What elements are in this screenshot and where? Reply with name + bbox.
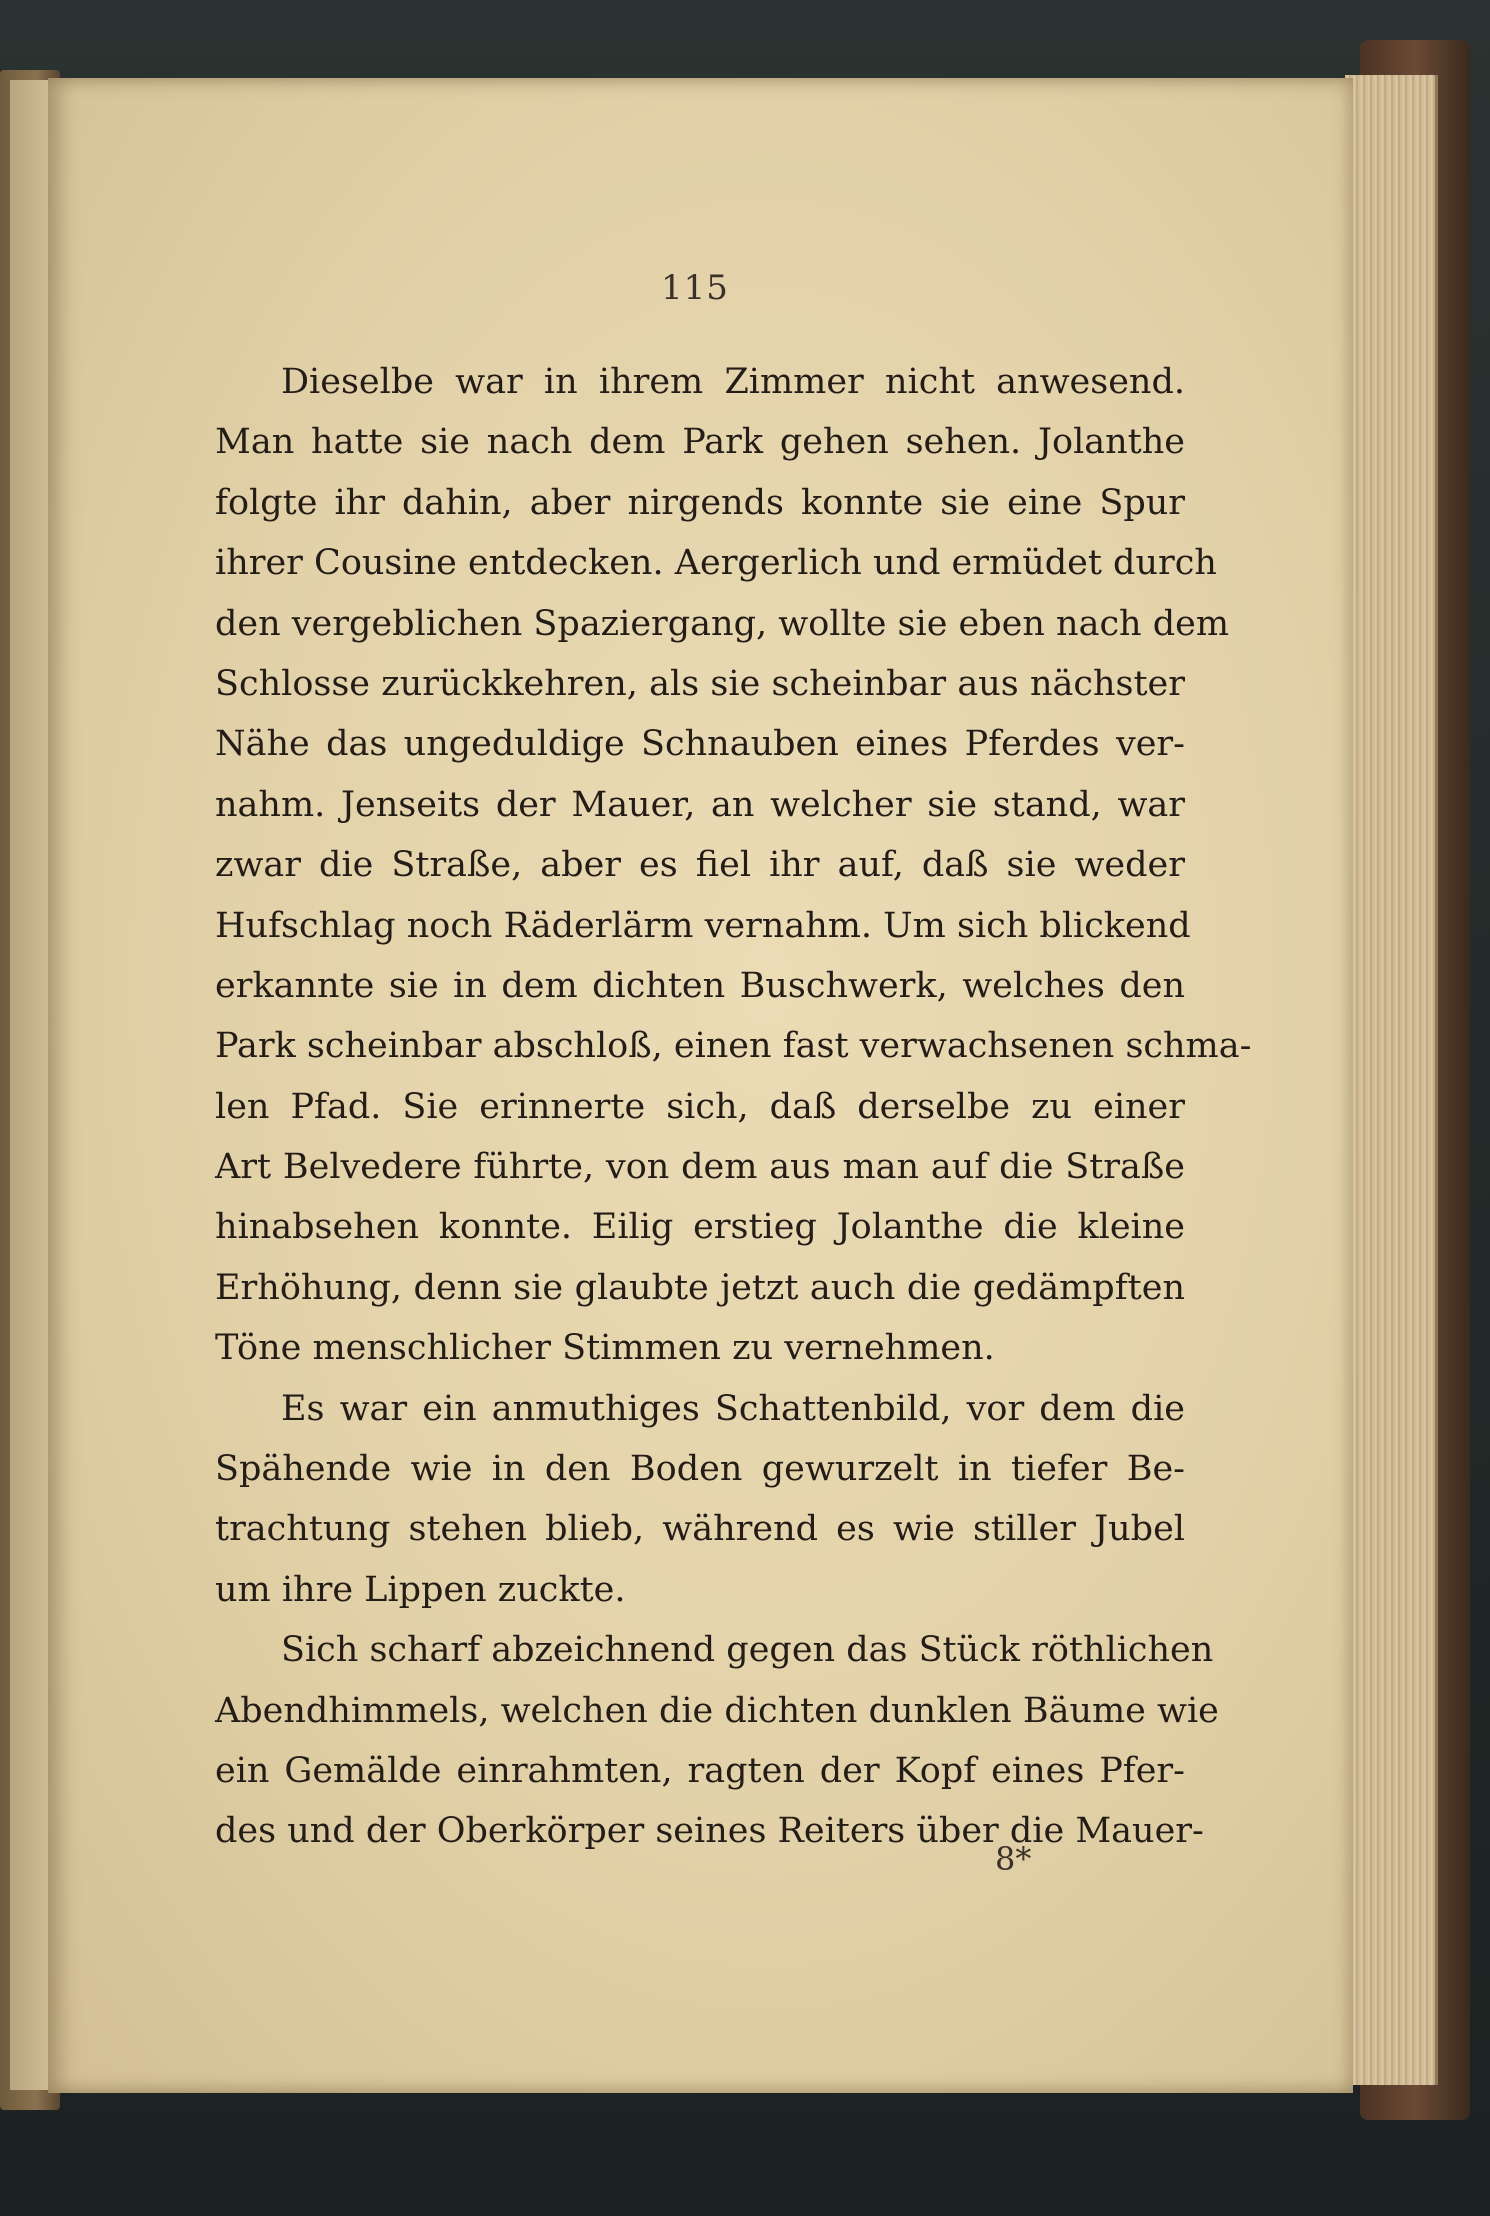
text-line: trachtung stehen blieb, während es wie stiller Jubel (215, 1509, 1185, 1550)
text-line: Park scheinbar abschloß, einen fast verwachsenen schma- (215, 1026, 1252, 1067)
text-line: hinabsehen konnte. Eilig erstieg Jolanthe die kleine (215, 1207, 1185, 1248)
text-line: nahm. Jenseits der Mauer, an welcher sie stand, war (215, 784, 1185, 825)
text-line: Man hatte sie nach dem Park gehen sehen. Jolanthe (215, 422, 1185, 463)
text-line: erkannte sie in dem dichten Buschwerk, welches den (215, 965, 1185, 1006)
page-number: 115 (661, 268, 729, 308)
text-line: len Pfad. Sie erinnerte sich, daß derselbe zu einer (215, 1086, 1185, 1127)
text-line: Erhöhung, denn sie glaubte jetzt auch die gedämpften (215, 1267, 1185, 1308)
text-line: des und der Oberkörper seines Reiters über die Mauer- (215, 1811, 1204, 1852)
text-line: Schlosse zurückkehren, als sie scheinbar aus nächster (215, 663, 1185, 704)
page-text (215, 352, 1252, 1862)
text-line: um ihre Lippen zuckte. (215, 1569, 626, 1610)
text-line: folgte ihr dahin, aber nirgends konnte sie eine Spur (215, 482, 1185, 523)
text-line: ein Gemälde einrahmten, ragten der Kopf eines Pfer- (215, 1750, 1185, 1791)
text-line: ihrer Cousine entdecken. Aergerlich und ermüdet durch (215, 543, 1217, 584)
text-line: Nähe das ungeduldige Schnauben eines Pferdes ver- (215, 724, 1185, 765)
text-line: Töne menschlicher Stimmen zu vernehmen. (215, 1328, 995, 1369)
text-line: Es war ein anmuthiges Schattenbild, vor dem die (281, 1388, 1185, 1429)
text-line: Abendhimmels, welchen die dichten dunklen Bäume wie (215, 1690, 1219, 1731)
text-line: Hufschlag noch Räderlärm vernahm. Um sich blickend (215, 905, 1191, 946)
text-line: Sich scharf abzeichnend gegen das Stück röthlichen (281, 1630, 1214, 1671)
page-edges (1345, 75, 1438, 2085)
signature-mark: 8* (995, 1840, 1032, 1878)
text-line: Art Belvedere führte, von dem aus man auf die Straße (215, 1147, 1185, 1188)
text-line: Spähende wie in den Boden gewurzelt in tiefer Be- (215, 1449, 1185, 1490)
text-line: den vergeblichen Spaziergang, wollte sie eben nach dem (215, 603, 1230, 644)
text-line: zwar die Straße, aber es fiel ihr auf, daß sie weder (215, 845, 1185, 886)
text-line: Dieselbe war in ihrem Zimmer nicht anwesend. (281, 362, 1185, 402)
